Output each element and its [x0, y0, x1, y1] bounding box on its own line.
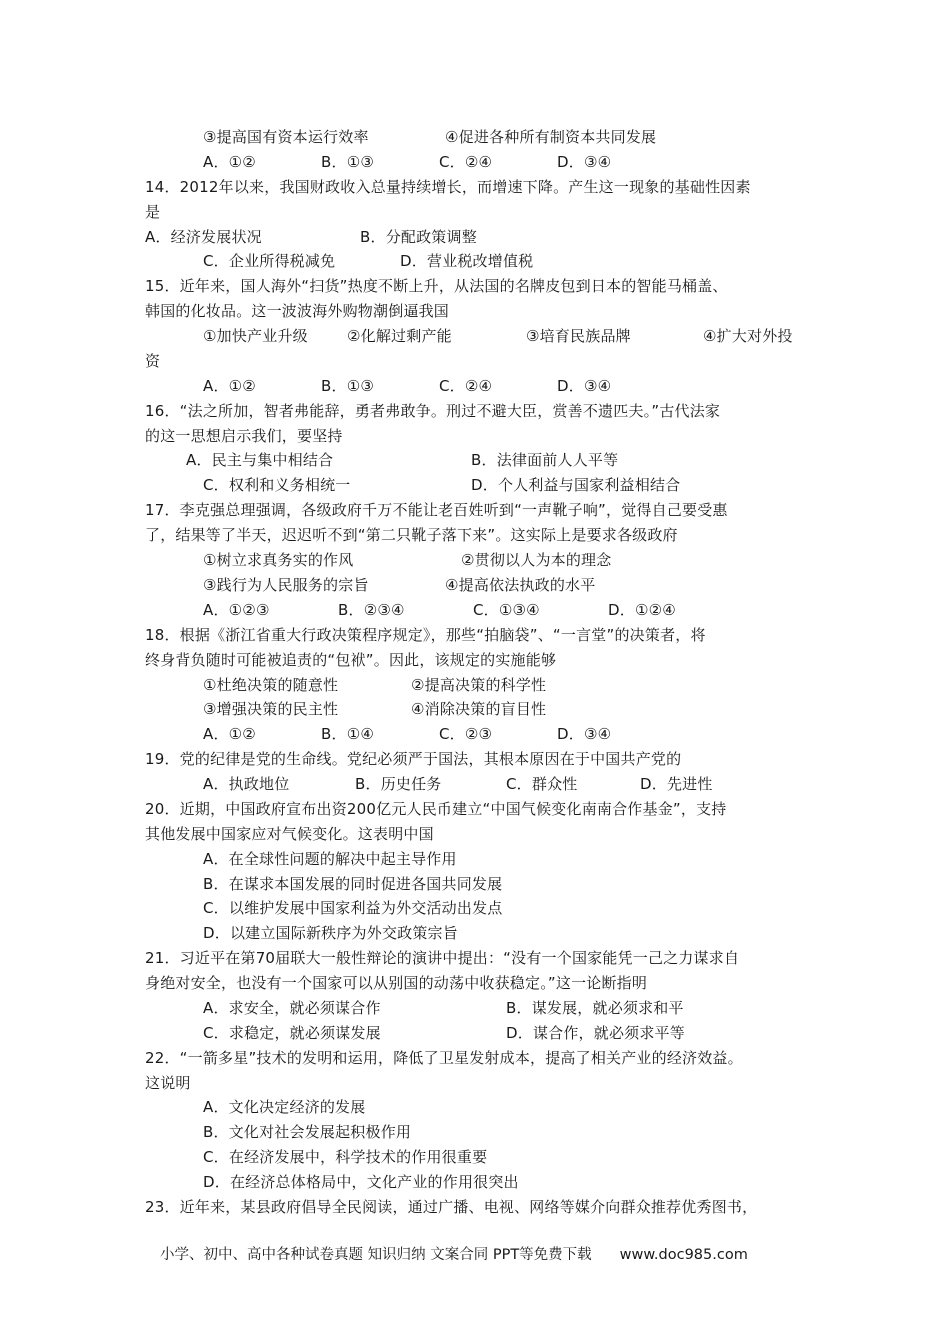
text-line: 19．党的纪律是党的生命线。党纪必须严于国法，其根本原因在于中国共产党的	[145, 750, 682, 768]
text-line: D．谋合作，就必须求平等	[506, 1024, 685, 1042]
text-line: ④消除决策的盲目性	[411, 700, 547, 718]
text-line: ①加快产业升级	[203, 327, 308, 345]
text-line: ④扩大对外投	[703, 327, 793, 345]
text-line: 终身背负随时可能被追责的“包袱”。因此，该规定的实施能够	[145, 651, 557, 669]
text-line: 的这一思想启示我们，要坚持	[145, 427, 343, 445]
text-line: C．②④	[439, 377, 493, 395]
text-line: 这说明	[145, 1074, 191, 1092]
text-line: A．①②	[203, 725, 256, 743]
text-line: ②贯彻以人为本的理念	[461, 551, 612, 569]
text-line: B．①④	[321, 725, 374, 743]
text-line: 16．“法之所加，智者弗能辞，勇者弗敢争。刑过不避大臣，赏善不遗匹夫。”古代法家	[145, 402, 721, 420]
text-line: D．③④	[557, 377, 612, 395]
text-line: 身绝对安全，也没有一个国家可以从别国的动荡中收获稳定。”这一论断指明	[145, 974, 648, 992]
text-line: 22．“一箭多星”技术的发明和运用，降低了卫星发射成本，提高了相关产业的经济效益。	[145, 1049, 743, 1067]
text-line: C．权利和义务相统一	[203, 476, 351, 494]
text-line: A．在全球性问题的解决中起主导作用	[203, 850, 457, 868]
text-line: ③践行为人民服务的宗旨	[203, 576, 369, 594]
text-line: C．②③	[439, 725, 493, 743]
text-line: C．在经济发展中，科学技术的作用很重要	[203, 1148, 488, 1166]
text-line: D．个人利益与国家利益相结合	[471, 476, 681, 494]
text-line: 17．李克强总理强调，各级政府千万不能让老百姓听到“一声靴子响”，觉得自己要受惠	[145, 501, 728, 519]
text-line: B．②③④	[338, 601, 405, 619]
text-line: D．先进性	[640, 775, 713, 793]
text-line: 资	[145, 352, 161, 370]
text-line: D．营业税改增值税	[400, 252, 534, 270]
text-line: 18．根据《浙江省重大行政决策程序规定》，那些“拍脑袋”、“一言堂”的决策者，将	[145, 626, 706, 644]
text-line: C．企业所得税减免	[203, 252, 336, 270]
text-line: A．执政地位	[203, 775, 290, 793]
text-line: 20．近期，中国政府宣布出资200亿元人民币建立“中国气候变化南南合作基金”，支持	[145, 800, 727, 818]
text-line: ④促进各种所有制资本共同发展	[445, 128, 657, 146]
text-line: C．①③④	[473, 601, 540, 619]
text-line: ③提高国有资本运行效率	[203, 128, 369, 146]
text-line: 韩国的化妆品。这一波波海外购物潮倒逼我国	[145, 302, 450, 320]
text-line: C．②④	[439, 153, 493, 171]
text-line: B．①③	[321, 377, 374, 395]
text-line: 23．近年来，某县政府倡导全民阅读，通过广播、电视、网络等媒介向群众推荐优秀图书，	[145, 1198, 758, 1216]
text-line: C．群众性	[506, 775, 578, 793]
text-line: A．经济发展状况	[145, 228, 262, 246]
text-line: A．文化决定经济的发展	[203, 1098, 366, 1116]
text-line: ④提高依法执政的水平	[445, 576, 596, 594]
page-footer	[160, 1245, 748, 1265]
text-line: 其他发展中国家应对气候变化。这表明中国	[145, 825, 434, 843]
text-line: ②化解过剩产能	[347, 327, 452, 345]
text-line: 了，结果等了半天，迟迟听不到“第二只靴子落下来”。这实际上是要求各级政府	[145, 526, 678, 544]
text-line: D．③④	[557, 153, 612, 171]
text-line: B．文化对社会发展起积极作用	[203, 1123, 412, 1141]
text-line: B．历史任务	[355, 775, 442, 793]
text-line: B．①③	[321, 153, 374, 171]
footer-text: 小学、初中、高中各种试卷真题 知识归纳 文案合同 PPT等免费下载	[160, 1247, 592, 1263]
text-line: 15．近年来，国人海外“扫货”热度不断上升，从法国的名牌皮包到日本的智能马桶盖、	[145, 277, 728, 295]
text-line: 是	[145, 203, 161, 221]
text-line: D．①②④	[608, 601, 676, 619]
text-line: B．法律面前人人平等	[471, 451, 619, 469]
text-line: A．①②	[203, 153, 256, 171]
text-line: 21．习近平在第70届联大一般性辩论的演讲中提出：“没有一个国家能凭一己之力谋求自	[145, 949, 740, 967]
text-line: D．③④	[557, 725, 612, 743]
text-line: A．求安全，就必须谋合作	[203, 999, 381, 1017]
text-line: A．①②	[203, 377, 256, 395]
text-line: C．以维护发展中国家利益为外交活动出发点	[203, 899, 503, 917]
text-line: ①树立求真务实的作风	[203, 551, 354, 569]
text-line: D．以建立国际新秩序为外交政策宗旨	[203, 924, 458, 942]
text-line: A．民主与集中相结合	[186, 451, 334, 469]
text-line: ③增强决策的民主性	[203, 700, 339, 718]
footer-url: www.doc985.com	[619, 1247, 748, 1263]
text-line: D．在经济总体格局中，文化产业的作用很突出	[203, 1173, 519, 1191]
text-line: B．在谋求本国发展的同时促进各国共同发展	[203, 875, 503, 893]
text-line: C．求稳定，就必须谋发展	[203, 1024, 381, 1042]
text-line: 14．2012年以来，我国财政收入总量持续增长，而增速下降。产生这一现象的基础性因素	[145, 178, 751, 196]
text-line: ②提高决策的科学性	[411, 676, 547, 694]
text-line: A．①②③	[203, 601, 270, 619]
text-line: ①杜绝决策的随意性	[203, 676, 339, 694]
text-line: B．分配政策调整	[360, 228, 477, 246]
text-line: B．谋发展，就必须求和平	[506, 999, 684, 1017]
text-line: ③培育民族品牌	[526, 327, 631, 345]
